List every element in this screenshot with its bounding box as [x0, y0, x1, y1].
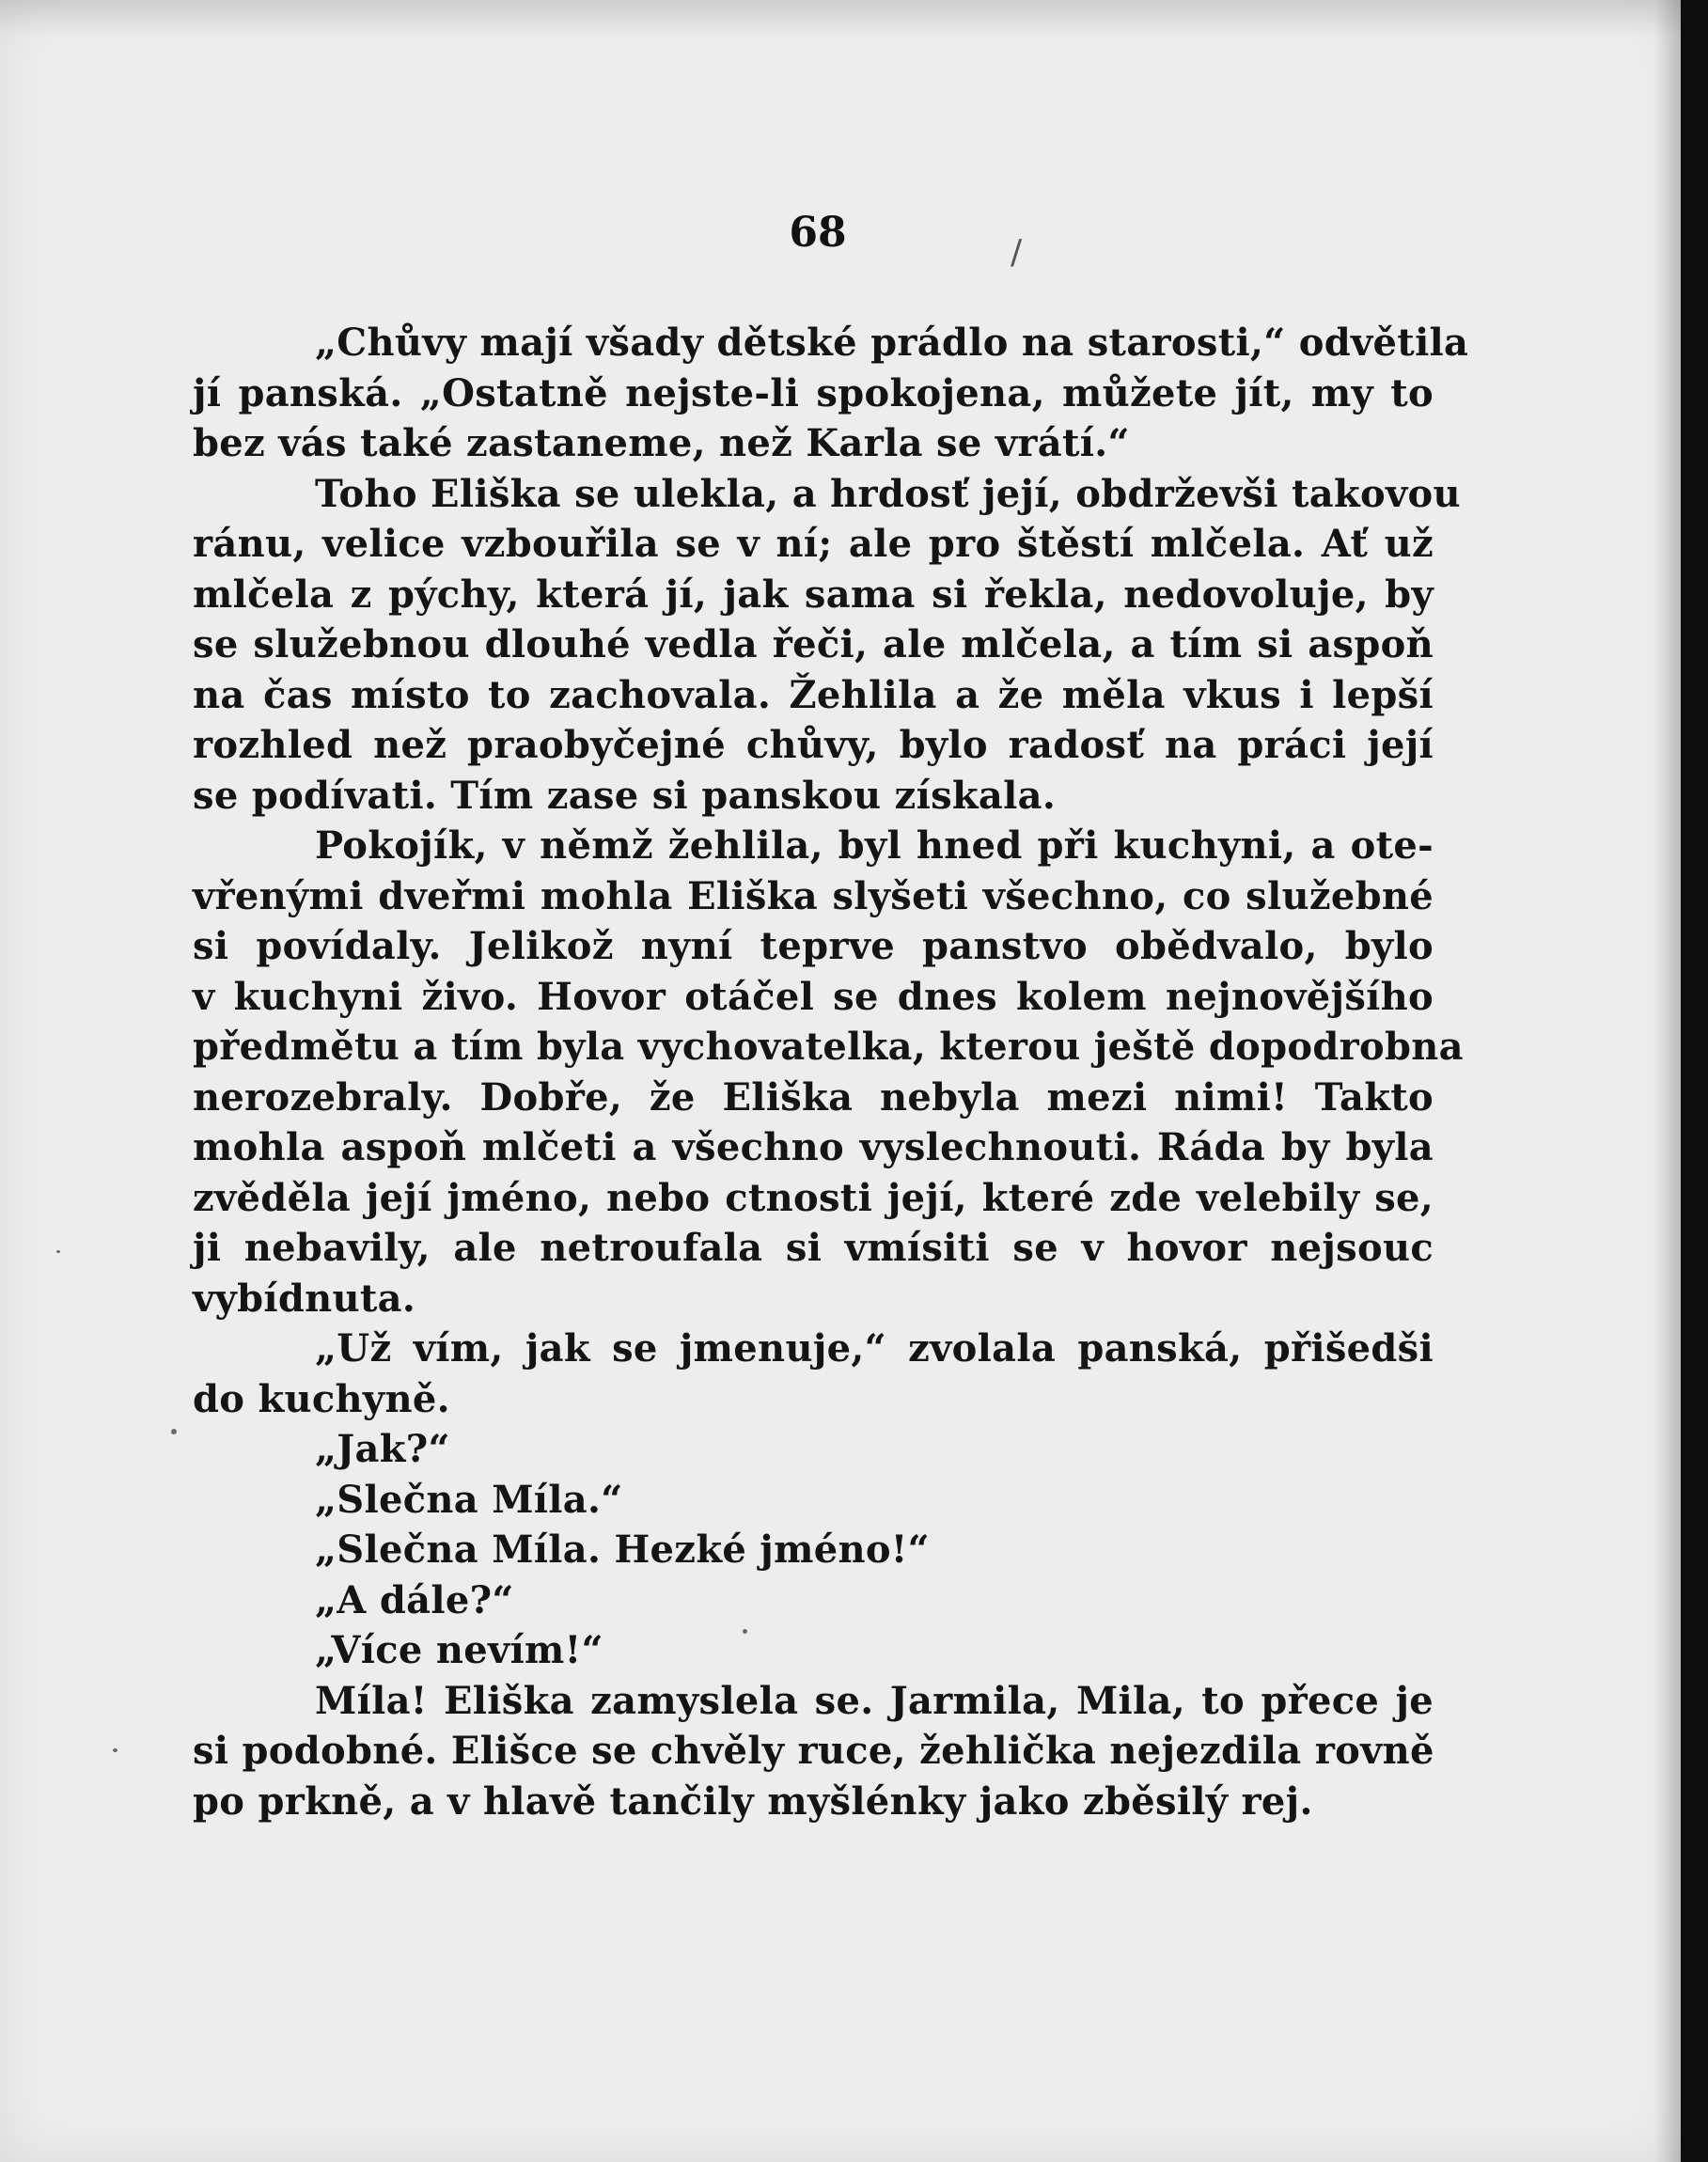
paper-speck: [56, 1250, 60, 1253]
pencil-mark: /: [1011, 233, 1023, 272]
page-edge-shadow: [1654, 0, 1681, 2162]
text-line: si povídaly. Jelikož nyní teprve panstvo obědvalo, bylo: [193, 924, 1434, 968]
text-line: ránu, velice vzbouřila se v ní; ale pro štěstí mlčela. Ať už: [193, 522, 1434, 566]
text-line: Toho Eliška se ulekla, a hrdosť její, obdrževši takovou: [315, 471, 1461, 516]
paper-speck: [113, 1748, 118, 1752]
text-line: mlčela z pýchy, která jí, jak sama si řekla, nedovoluje, by: [193, 572, 1434, 617]
page-number: 68: [789, 209, 847, 257]
text-line: se služebnou dlouhé vedla řeči, ale mlčela, a tím si aspoň: [193, 622, 1434, 666]
text-line: bez vás také zastaneme, než Karla se vrátí.“: [193, 421, 1130, 465]
text-line: předmětu a tím byla vychovatelka, kterou ještě dopodrobna: [193, 1025, 1464, 1069]
text-line: mohla aspoň mlčeti a všechno vyslechnouti. Ráda by byla: [193, 1125, 1434, 1169]
text-line: Pokojík, v němž žehlila, byl hned při kuchyni, a ote-: [315, 823, 1434, 868]
text-line: „Více nevím!“: [315, 1628, 603, 1672]
text-line: „Jak?“: [315, 1427, 450, 1471]
text-line: na čas místo to zachovala. Žehlila a že měla vkus i lepší: [193, 672, 1434, 717]
text-line: Míla! Eliška zamyslela se. Jarmila, Mila, to přece je: [315, 1678, 1434, 1723]
text-line: „Chůvy mají všady dětské prádlo na starosti,“ odvětila: [315, 321, 1469, 365]
text-line: „Slečna Míla.“: [315, 1477, 623, 1522]
text-line: zvěděla její jméno, nebo ctnosti její, které zde velebily se,: [193, 1175, 1434, 1220]
text-line: si podobné. Elišce se chvěly ruce, žehlička nejezdila rovně: [193, 1729, 1434, 1773]
text-line: do kuchyně.: [193, 1376, 450, 1421]
paper-speck: [171, 1429, 177, 1434]
body-text: [193, 318, 1469, 1826]
text-line: jí panská. „Ostatně nejste-li spokojena, můžete jít, my to: [193, 370, 1434, 415]
text-line: rozhled než praobyčejné chůvy, bylo radosť na práci její: [193, 723, 1434, 767]
text-line: se podívati. Tím zase si panskou získala.: [193, 773, 1057, 818]
text-line: „Už vím, jak se jmenuje,“ zvolala panská, přišedši: [315, 1326, 1434, 1371]
text-line: nerozebraly. Dobře, že Eliška nebyla mezi nimi! Takto: [193, 1074, 1434, 1120]
paper-speck: [743, 1629, 747, 1634]
text-line: vybídnuta.: [193, 1276, 416, 1321]
text-line: po prkně, a v hlavě tančily myšlénky jako zběsilý rej.: [193, 1778, 1313, 1824]
text-line: v kuchyni živo. Hovor otáčel se dnes kolem nejnovějšího: [193, 974, 1434, 1019]
text-line: „Slečna Míla. Hezké jméno!“: [315, 1528, 930, 1572]
text-line: vřenými dveřmi mohla Eliška slyšeti všechno, co služebné: [193, 873, 1434, 918]
text-line: ji nebavily, ale netroufala si vmísiti se v hovor nejsouc: [193, 1226, 1434, 1270]
text-line: „A dále?“: [315, 1577, 514, 1622]
page-top-shadow: [0, 0, 1681, 38]
